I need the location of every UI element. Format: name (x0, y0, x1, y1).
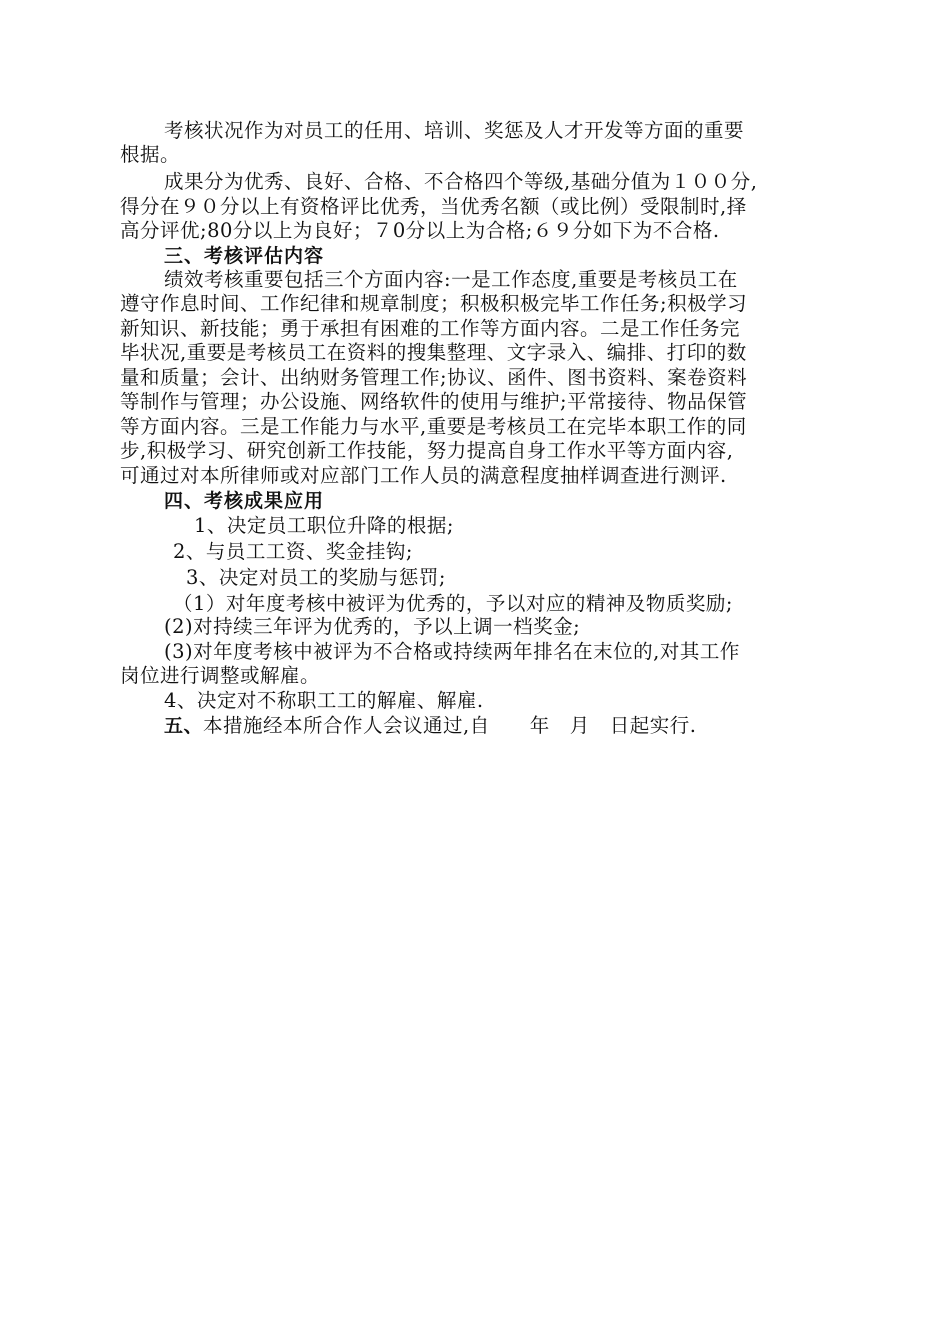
basis-paragraph-line: 根据。 (120, 143, 181, 166)
section-4-heading: 四、考核成果应用 (164, 490, 325, 512)
content-paragraph-line: 等方面内容。三是工作能力与水平,重要是考核员工在完毕本职工作的同 (120, 415, 747, 438)
section-5-prefix: 五、 (164, 715, 204, 737)
list-item-2: 2、与员工工资、奖金挂钩; (173, 540, 413, 563)
list-item-4: 4、决定对不称职工工的解雇、解雇. (164, 689, 484, 712)
sub-item-3-line: (3)对年度考核中被评为不合格或持续两年排名在末位的,对其工作 (164, 640, 740, 663)
sub-item-3-line: 岗位进行调整或解雇。 (120, 664, 321, 687)
content-paragraph-line: 等制作与管理；办公设施、网络软件的使用与维护;平常接待、物品保管 (120, 390, 748, 413)
basis-paragraph-line: 考核状况作为对员工的任用、培训、奖惩及人才开发等方面的重要 (164, 119, 745, 142)
content-paragraph-line: 可通过对本所律师或对应部门工作人员的满意程度抽样调查进行测评. (120, 464, 727, 487)
result-paragraph-line: 得分在９０分以上有资格评比优秀，当优秀名额（或比例）受限制时,择 (120, 195, 747, 218)
sub-item-1: （1）对年度考核中被评为优秀的，予以对应的精神及物质奖励; (173, 592, 733, 615)
result-paragraph-line: 成果分为优秀、良好、合格、不合格四个等级,基础分值为１００分, (164, 170, 758, 193)
content-paragraph-line: 遵守作息时间、工作纪律和规章制度；积极积极完毕工作任务;积极学习 (120, 292, 748, 315)
section-5-text: 本措施经本所合作人会议通过,自 年 月 日起实行. (203, 714, 697, 737)
section-3-heading: 三、考核评估内容 (164, 245, 325, 267)
content-paragraph-line: 步,积极学习、研究创新工作技能，努力提高自身工作水平等方面内容, (120, 439, 734, 462)
content-paragraph-line: 毕状况,重要是考核员工在资料的搜集整理、文字录入、编排、打印的数 (120, 341, 747, 364)
content-paragraph-line: 量和质量；会计、出纳财务管理工作;协议、函件、图书资料、案卷资料 (120, 366, 748, 389)
result-paragraph-line: 高分评优;80分以上为良好；７0分以上为合格;６９分如下为不合格. (120, 219, 720, 242)
list-item-3: 3、决定对员工的奖励与惩罚; (186, 566, 446, 589)
content-paragraph-line: 绩效考核重要包括三个方面内容:一是工作态度,重要是考核员工在 (164, 268, 738, 291)
list-item-1: 1、决定员工职位升降的根据; (194, 514, 454, 537)
section-5-line (164, 714, 696, 738)
sub-item-2: (2)对持续三年评为优秀的，予以上调一档奖金; (164, 615, 581, 638)
content-paragraph-line: 新知识、新技能；勇于承担有困难的工作等方面内容。二是工作任务完 (120, 317, 741, 340)
